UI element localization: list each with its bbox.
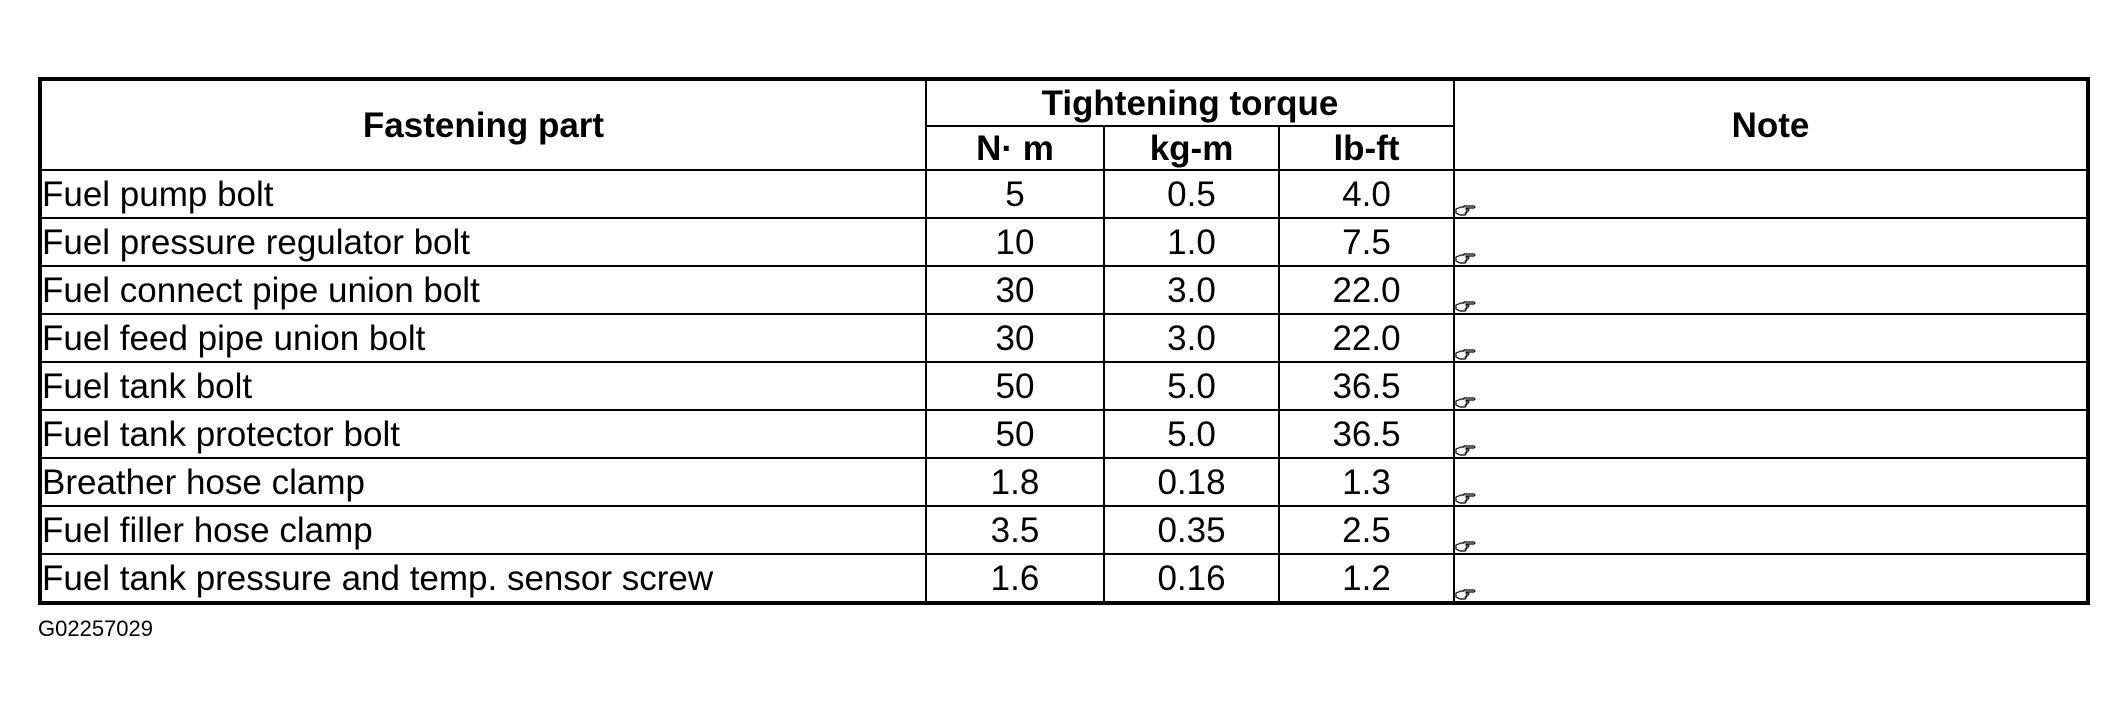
header-note: Note — [1454, 79, 2088, 170]
pointing-hand-icon — [1455, 237, 1477, 251]
cell-torque-nm: 1.6 — [926, 554, 1104, 603]
cell-torque-nm: 30 — [926, 266, 1104, 314]
cell-fastening-part: Fuel filler hose clamp — [40, 506, 926, 554]
table-row — [40, 362, 2088, 410]
cell-fastening-part: Fuel tank bolt — [40, 362, 926, 410]
table-row — [40, 218, 2088, 266]
cell-fastening-part: Fuel pump bolt — [40, 170, 926, 218]
header-unit-kgm: kg-m — [1104, 126, 1279, 170]
cell-torque-lbft: 4.0 — [1279, 170, 1454, 218]
cell-torque-kgm: 1.0 — [1104, 218, 1279, 266]
cell-torque-nm: 50 — [926, 410, 1104, 458]
cell-torque-nm: 30 — [926, 314, 1104, 362]
cell-torque-lbft: 1.3 — [1279, 458, 1454, 506]
torque-table — [38, 77, 2090, 605]
table-row — [40, 506, 2088, 554]
cell-torque-kgm: 0.16 — [1104, 554, 1279, 603]
cell-note — [1454, 506, 2088, 554]
table-row — [40, 266, 2088, 314]
cell-note — [1454, 170, 2088, 218]
cell-torque-nm: 5 — [926, 170, 1104, 218]
header-fastening-part: Fastening part — [40, 79, 926, 170]
cell-torque-nm: 10 — [926, 218, 1104, 266]
cell-note — [1454, 458, 2088, 506]
cell-fastening-part: Fuel connect pipe union bolt — [40, 266, 926, 314]
cell-torque-kgm: 0.5 — [1104, 170, 1279, 218]
figure-code: G02257029 — [38, 616, 153, 641]
cell-fastening-part: Fuel feed pipe union bolt — [40, 314, 926, 362]
cell-torque-lbft: 36.5 — [1279, 410, 1454, 458]
cell-torque-lbft: 7.5 — [1279, 218, 1454, 266]
pointing-hand-icon — [1455, 381, 1477, 395]
cell-torque-nm: 1.8 — [926, 458, 1104, 506]
cell-torque-kgm: 0.18 — [1104, 458, 1279, 506]
cell-torque-nm: 3.5 — [926, 506, 1104, 554]
cell-torque-lbft: 22.0 — [1279, 266, 1454, 314]
pointing-hand-icon — [1455, 333, 1477, 347]
cell-note — [1454, 410, 2088, 458]
cell-fastening-part: Fuel tank protector bolt — [40, 410, 926, 458]
header-tightening-torque: Tightening torque — [926, 79, 1454, 126]
cell-torque-kgm: 0.35 — [1104, 506, 1279, 554]
pointing-hand-icon — [1455, 189, 1477, 203]
table-row — [40, 170, 2088, 218]
pointing-hand-icon — [1455, 285, 1477, 299]
cell-torque-kgm: 3.0 — [1104, 266, 1279, 314]
cell-torque-lbft: 36.5 — [1279, 362, 1454, 410]
pointing-hand-icon — [1455, 525, 1477, 539]
cell-torque-lbft: 22.0 — [1279, 314, 1454, 362]
cell-torque-kgm: 5.0 — [1104, 410, 1279, 458]
cell-note — [1454, 554, 2088, 603]
pointing-hand-icon — [1455, 477, 1477, 491]
cell-note — [1454, 218, 2088, 266]
cell-fastening-part: Breather hose clamp — [40, 458, 926, 506]
cell-note — [1454, 266, 2088, 314]
table-row — [40, 314, 2088, 362]
cell-note — [1454, 362, 2088, 410]
cell-fastening-part: Fuel tank pressure and temp. sensor screw — [40, 554, 926, 603]
pointing-hand-icon — [1455, 573, 1477, 587]
cell-note — [1454, 314, 2088, 362]
table-row — [40, 554, 2088, 603]
table-row — [40, 410, 2088, 458]
pointing-hand-icon — [1455, 429, 1477, 443]
cell-torque-nm: 50 — [926, 362, 1104, 410]
header-unit-lbft: lb-ft — [1279, 126, 1454, 170]
cell-torque-kgm: 5.0 — [1104, 362, 1279, 410]
table-body — [40, 170, 2088, 603]
cell-torque-kgm: 3.0 — [1104, 314, 1279, 362]
header-unit-nm: N· m — [926, 126, 1104, 170]
cell-torque-lbft: 2.5 — [1279, 506, 1454, 554]
cell-torque-lbft: 1.2 — [1279, 554, 1454, 603]
cell-fastening-part: Fuel pressure regulator bolt — [40, 218, 926, 266]
table-row — [40, 458, 2088, 506]
